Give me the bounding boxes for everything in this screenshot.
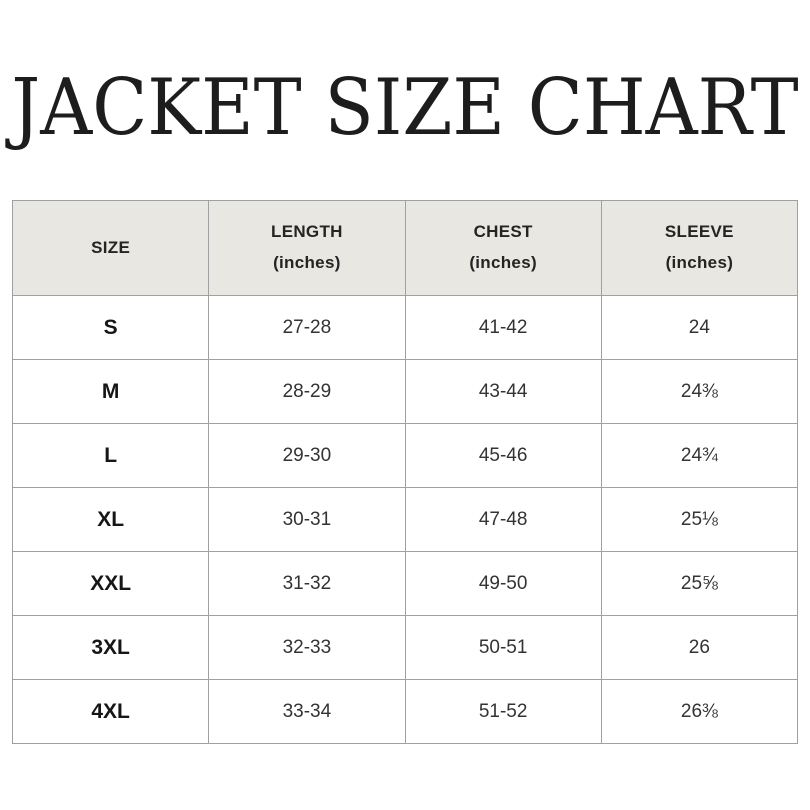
chest-cell: 47-48	[405, 488, 601, 552]
size-cell: M	[13, 360, 209, 424]
chest-cell: 49-50	[405, 552, 601, 616]
chest-cell: 51-52	[405, 680, 601, 744]
chest-cell: 43-44	[405, 360, 601, 424]
sleeve-cell: 24	[601, 296, 797, 360]
table-header-row	[13, 201, 798, 296]
length-cell: 30-31	[209, 488, 405, 552]
length-cell: 33-34	[209, 680, 405, 744]
length-cell: 29-30	[209, 424, 405, 488]
header-cell-chest	[405, 201, 601, 296]
header-label: SIZE	[91, 237, 131, 257]
size-cell: S	[13, 296, 209, 360]
sleeve-cell: 25⅛	[601, 488, 797, 552]
header-unit-label: (inches)	[469, 253, 537, 272]
header-cell-length	[209, 201, 405, 296]
header-unit-label: (inches)	[273, 253, 341, 272]
size-cell: XXL	[13, 552, 209, 616]
table-row	[13, 552, 798, 616]
size-cell: L	[13, 424, 209, 488]
table-row	[13, 680, 798, 744]
table-row	[13, 488, 798, 552]
chest-cell: 45-46	[405, 424, 601, 488]
sleeve-cell: 24¾	[601, 424, 797, 488]
sleeve-cell: 25⅝	[601, 552, 797, 616]
sleeve-cell: 24⅜	[601, 360, 797, 424]
sleeve-cell: 26	[601, 616, 797, 680]
length-cell: 31-32	[209, 552, 405, 616]
header-unit-label: (inches)	[665, 253, 734, 272]
table-row	[13, 360, 798, 424]
table-row	[13, 616, 798, 680]
size-cell: XL	[13, 488, 209, 552]
size-chart-table	[12, 200, 798, 744]
header-cell-sleeve	[601, 201, 797, 296]
chest-cell: 41-42	[405, 296, 601, 360]
table-row	[13, 296, 798, 360]
header-cell-size	[13, 201, 209, 296]
header-label: CHEST	[473, 222, 533, 242]
size-cell: 3XL	[13, 616, 209, 680]
header-label: SLEEVE	[664, 222, 734, 242]
page-title: JACKET SIZE CHART	[11, 61, 799, 153]
length-cell: 27-28	[209, 296, 405, 360]
header-label: LENGTH	[271, 222, 343, 242]
size-cell: 4XL	[13, 680, 209, 744]
length-cell: 32-33	[209, 616, 405, 680]
chest-cell: 50-51	[405, 616, 601, 680]
length-cell: 28-29	[209, 360, 405, 424]
table-row	[13, 424, 798, 488]
sleeve-cell: 26⅜	[601, 680, 797, 744]
